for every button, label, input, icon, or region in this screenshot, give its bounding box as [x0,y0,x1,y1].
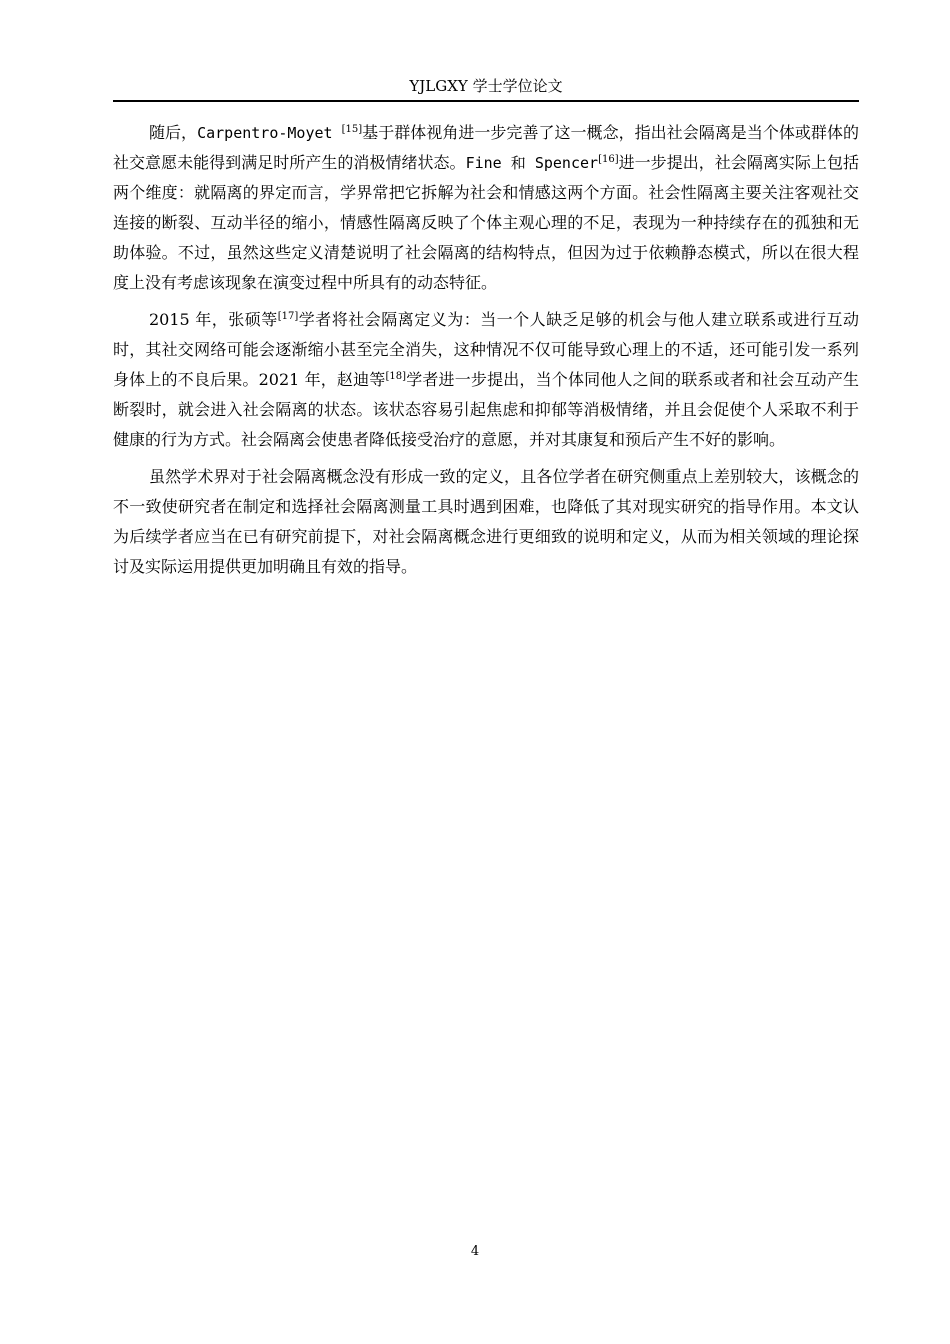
running-header: YJLGXY 学士学位论文 [409,77,563,95]
citation-16: [16] [598,154,619,165]
header-rule [113,100,859,102]
text-span: 进一步提出，社会隔离实际上包括两个维度：就隔离的界定而言，学界常把它拆解为社会和情感这两个方面。社会性隔离主要关注客观社交连接的断裂、互动半径的缩小，情感性隔离反映了个体主观心理的不足，表现为一种持续存在的孤独和无助体验。不过，虽然这些定义清楚说明了社会隔离的结构特点，但因为过于依赖静态模式，所以在很大程度上没有考虑该现象在演变过程中所具有的动态特征。 [113,153,859,292]
author-name: Fine 和 Spencer [465,154,599,172]
text-span: 2015 年，张硕等 [149,310,278,329]
author-name: Carpentro-Moyet [197,124,342,142]
text-span: 随后， [149,123,198,142]
paragraph-3 [113,462,859,582]
body-text [113,118,859,589]
text-span: 基于群体视角进一步完善了这一概念，指出社会隔离是当个体或群体的社交意愿未能得到满足时所产生的消极情绪状态。 [113,123,859,172]
paragraph-1 [113,118,859,298]
paragraph-2 [113,305,859,455]
text-span: 学者将社会隔离定义为：当一个人缺乏足够的机会与他人建立联系或进行互动时，其社交网络可能会逐渐缩小甚至完全消失，这种情况不仅可能导致心理上的不适，还可能引发一系列身体上的不良后果。2021 年，赵迪等 [113,310,859,389]
citation-18: [18] [385,371,407,382]
page-number: 4 [470,1244,480,1259]
text-span: 虽然学术界对于社会隔离概念没有形成一致的定义，且各位学者在研究侧重点上差别较大，该概念的不一致使研究者在制定和选择社会隔离测量工具时遇到困难，也降低了其对现实研究的指导作用。本文认为后续学者应当在已有研究前提下，对社会隔离概念进行更细致的说明和定义，从而为相关领域的理论探讨及实际运用提供更加明确且有效的指导。 [113,467,859,576]
text-span: 学者进一步提出，当个体同他人之间的联系或者和社会互动产生断裂时，就会进入社会隔离的状态。该状态容易引起焦虑和抑郁等消极情绪，并且会促使个人采取不利于健康的行为方式。社会隔离会使患者降低接受治疗的意愿，并对其康复和预后产生不好的影响。 [113,370,859,449]
citation-17: [17] [277,311,299,322]
citation-15: [15] [341,124,363,135]
